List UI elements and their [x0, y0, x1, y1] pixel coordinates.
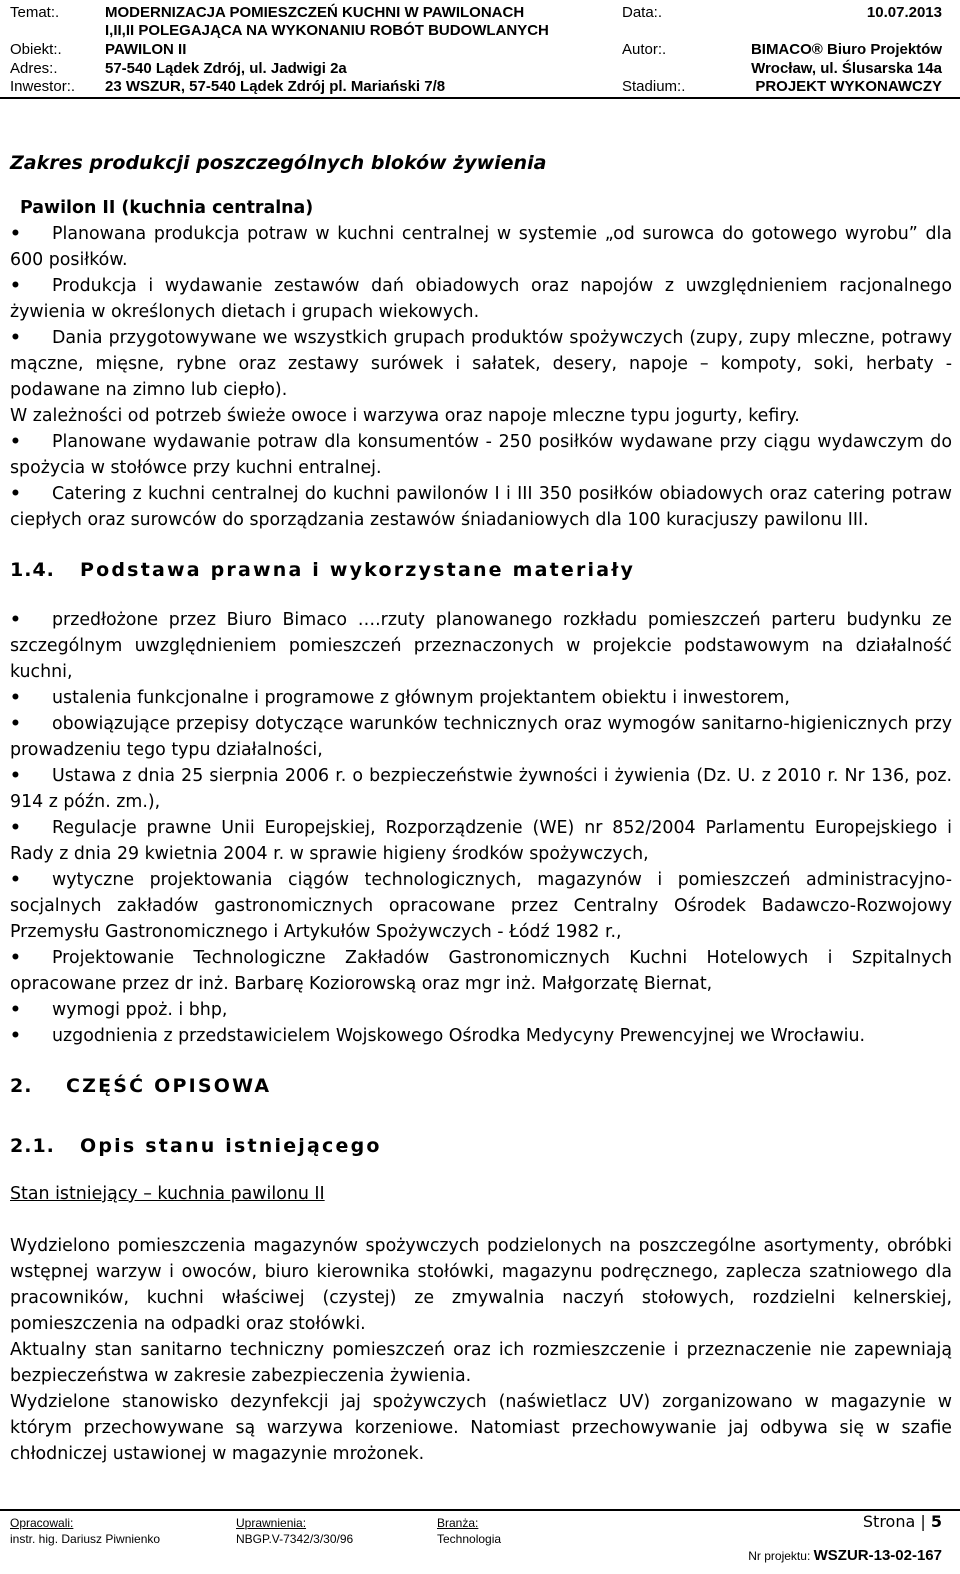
bullet-item: • obowiązujące przepisy dotyczące warunków technicznych oraz wymogów sanitarno-higienicznych przy prowadzeniu tego typu działalności,: [10, 711, 952, 763]
header-right-label: Stadium:.: [622, 78, 686, 95]
header-right-label: Autor:.: [622, 41, 667, 58]
header-right-label: Data:.: [622, 4, 663, 21]
footer-label: Opracowali:: [10, 1516, 74, 1530]
page-separator: |: [920, 1512, 926, 1531]
header-label: Temat:.: [10, 4, 60, 21]
paragraph: W zależności od potrzeb świeże owoce i warzywa oraz napoje mleczne typu jogurty, kefiry.: [10, 406, 800, 426]
footer-discipline: [437, 1515, 501, 1547]
footer-value: instr. hig. Dariusz Piwnienko: [10, 1532, 161, 1546]
header-label: Adres:.: [10, 60, 58, 77]
bullet-item: • Planowane wydawanie potraw dla konsumentów - 250 posiłków wydawane przy ciągu wydawczym do spożycia w stołówce przy kuchni entralnej.: [10, 429, 952, 481]
page-number-value: 5: [930, 1512, 942, 1531]
header-value: PAWILON II: [105, 41, 187, 58]
paragraph: Aktualny stan sanitarno techniczny pomieszczeń oraz ich rozmieszczenie i przeznaczenie nie zapewniają bezpieczeństwa w zakresie zabezpieczenia żywienia.: [10, 1340, 952, 1386]
header-right-value: BIMACO® Biuro Projektów: [750, 41, 942, 58]
bullet-item: • przedłożone przez Biuro Bimaco ….rzuty planowanego rozkładu pomieszczeń parteru budynku ze szczególnym uwzględnieniem pomieszczeń przeznaczonych w projekcie podstawowym na działalność kuchni,: [10, 607, 952, 685]
subsection-heading: Pawilon II (kuchnia centralna): [20, 198, 314, 218]
header-value: 23 WSZUR, 57-540 Lądek Zdrój pl. Mariański 7/8: [105, 78, 446, 95]
bullet-item: • Produkcja i wydawanie zestawów dań obiadowych oraz napojów z uwzględnieniem racjonalnego żywienia w określonych dietach i grupach wiekowych.: [10, 273, 952, 325]
header-row: [0, 21, 960, 41]
bullet-item: • Regulacje prawne Unii Europejskiej, Rozporządzenie (WE) nr 852/2004 Parlamentu Europejskiego i Rady z dnia 29 kwietnia 2004 r. w sprawie higieny środków spożywczych,: [10, 815, 952, 867]
document-header: [0, 0, 960, 98]
paragraph: Wydzielone stanowisko dezynfekcji jaj spożywczych (naświetlacz UV) zorganizowano w magazynie w którym przechowywane są warzywa korzeniowe. Natomiast przechowywanie jaj odbywa się w szafie chłodniczej ustawionej w magazynie mrożonek.: [10, 1392, 952, 1464]
section-heading-2-1: [10, 1133, 952, 1159]
paragraph: Wydzielono pomieszczenia magazynów spożywczych podzielonych na poszczególne asortymenty, obróbki wstępnej warzyw i owoców, biuro kierownika stołówki, magazynu podręcznego, zaplecza szatniowego dla pracowników, kuchni właściwej (czystej) ze zmywalnia naczyń stołowych, rozdzielni kelnerskiej, pomieszczenia na odpadki oraz stołówki.: [10, 1236, 952, 1334]
bullet-item: • wytyczne projektowania ciągów technologicznych, magazynów i pomieszczeń administracyjno-socjalnych zakładów gastronomicznych opracowane przez Centralny Ośrodek Badawczo-Rozwojowy Przemysłu Gastronomicznego i Artykułów Spożywczych - Łódź 1982 r.,: [10, 867, 952, 945]
bullet-item: • Planowana produkcja potraw w kuchni centralnej w systemie „od surowca do gotowego wyrobu” dla 600 posiłków.: [10, 221, 952, 273]
section-title: Zakres produkcji poszczególnych bloków żywienia: [10, 152, 547, 174]
header-value: 57-540 Lądek Zdrój, ul. Jadwigi 2a: [105, 60, 347, 77]
footer-author: [10, 1515, 160, 1547]
header-right-value: PROJEKT WYKONAWCZY: [755, 78, 942, 95]
page-number: [863, 1512, 942, 1532]
bullet-item: • Dania przygotowywane we wszystkich grupach produktów spożywczych (zupy, zupy mleczne, potrawy mączne, mięsne, rybne oraz zestawy surówek i sałatek, desery, napoje – kompoty, soki, herbaty - podawane na zimno lub ciepło).: [10, 325, 952, 403]
header-right-value: Wrocław, ul. Ślusarska 14a: [751, 60, 942, 77]
footer-label: Uprawnienia:: [236, 1516, 307, 1530]
header-right-value: 10.07.2013: [866, 4, 942, 21]
document-body: [10, 150, 952, 1467]
page-label: Strona: [862, 1512, 916, 1531]
footer-value: Technologia: [437, 1532, 502, 1546]
header-row: [0, 40, 960, 60]
header-label: Inwestor:.: [10, 78, 76, 95]
footer-value: NBGP.V-7342/3/30/96: [236, 1532, 354, 1546]
footer-label: Branża:: [437, 1516, 479, 1530]
project-number: [748, 1546, 942, 1566]
bullet-item: • uzgodnienia z przedstawicielem Wojskowego Ośrodka Medycyny Prewencyjnej we Wrocławiu.: [10, 1023, 952, 1049]
bullet-item: • wymogi ppoż. i bhp,: [10, 997, 952, 1023]
footer-license: [236, 1515, 353, 1547]
section-heading-text: Podstawa prawna i wykorzystane materiały: [80, 559, 636, 581]
bullet-item: • ustalenia funkcjonalne i programowe z głównym projektantem obiektu i inwestorem,: [10, 685, 952, 711]
project-number-value: WSZUR-13-02-167: [813, 1547, 942, 1564]
bullet-item: • Catering z kuchni centralnej do kuchni pawilonów I i III 350 posiłków obiadowych oraz catering potraw ciepłych oraz surowców do sporządzania zestawów śniadaniowych dla 100 kuracjuszy pawilonu III.: [10, 481, 952, 533]
header-divider: [0, 97, 960, 99]
header-row: [0, 77, 960, 97]
bullet-item: • Ustawa z dnia 25 sierpnia 2006 r. o bezpieczeństwie żywności i żywienia (Dz. U. z 2010 r. Nr 136, poz. 914 z późn. zm.),: [10, 763, 952, 815]
header-row: [0, 59, 960, 79]
section-number: 2.: [10, 1075, 33, 1097]
header-value: I,II,II POLEGAJĄCA NA WYKONANIU ROBÓT BUDOWLANYCH: [105, 22, 549, 39]
section-number: 2.1.: [10, 1135, 55, 1157]
header-label: Obiekt:.: [10, 41, 62, 58]
footer-divider: [0, 1509, 960, 1511]
section-heading-text: Opis stanu istniejącego: [80, 1135, 382, 1157]
section-number: 1.4.: [10, 559, 55, 581]
section-heading-text: CZĘŚĆ OPISOWA: [66, 1075, 272, 1097]
header-row: [0, 3, 960, 23]
project-number-label: Nr projektu:: [748, 1549, 811, 1563]
header-value: MODERNIZACJA POMIESZCZEŃ KUCHNI W PAWILONACH: [105, 4, 525, 21]
bullet-item: • Projektowanie Technologiczne Zakładów Gastronomicznych Kuchni Hotelowych i Szpitalnych opracowane przez dr inż. Barbarę Koziorowską oraz mgr inż. Małgorzatę Biernat,: [10, 945, 952, 997]
subsection-title: Stan istniejący – kuchnia pawilonu II: [10, 1184, 325, 1204]
section-heading-2: [10, 1073, 952, 1099]
section-heading-1-4: [10, 557, 952, 583]
